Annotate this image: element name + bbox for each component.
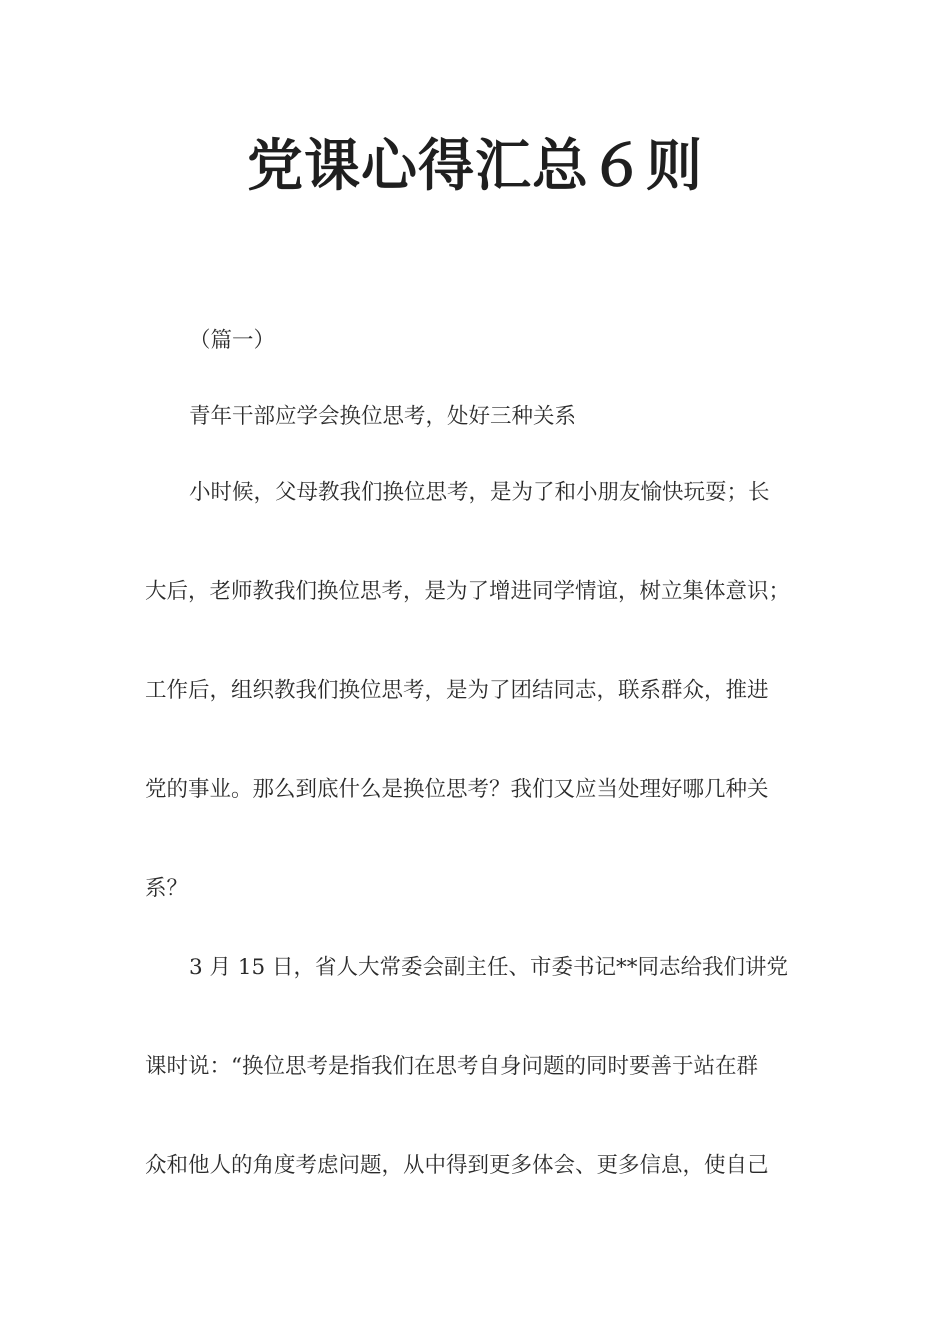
paragraph-line: 系？ bbox=[145, 876, 189, 901]
paragraph-line: 小时候，父母教我们换位思考，是为了和小朋友愉快玩耍；长 bbox=[189, 480, 770, 505]
paragraph-line: 3 月 15 日，省人大常委会副主任、市委书记**同志给我们讲党 bbox=[189, 955, 789, 980]
paragraph-line: 众和他人的角度考虑问题，从中得到更多体会、更多信息，使自己 bbox=[145, 1153, 769, 1178]
section-label: （篇一） bbox=[189, 328, 276, 353]
section-subtitle: 青年干部应学会换位思考，处好三种关系 bbox=[189, 404, 577, 429]
paragraph-line: 课时说：“换位思考是指我们在思考自身问题的同时要善于站在群 bbox=[145, 1054, 758, 1079]
document-title: 党课心得汇总６则 bbox=[247, 133, 703, 199]
paragraph-line: 党的事业。那么到底什么是换位思考？我们又应当处理好哪几种关 bbox=[145, 777, 769, 802]
paragraph-line: 大后，老师教我们换位思考，是为了增进同学情谊，树立集体意识； bbox=[145, 579, 791, 604]
paragraph-line: 工作后，组织教我们换位思考，是为了团结同志，联系群众，推进 bbox=[145, 678, 769, 703]
